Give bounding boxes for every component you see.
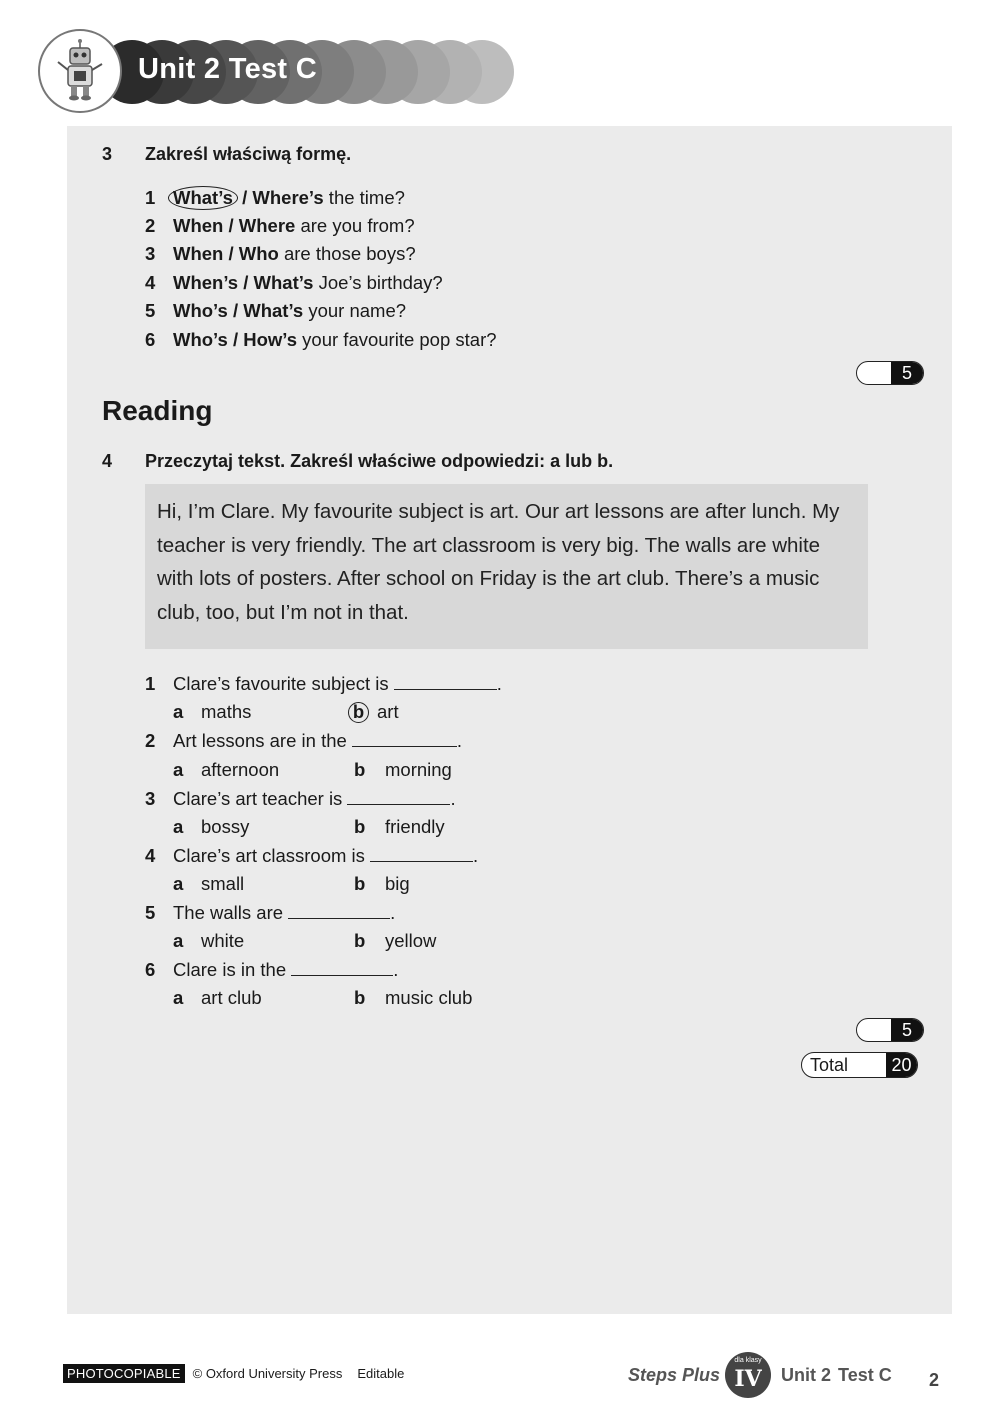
circled-answer[interactable]: What’s <box>168 186 238 210</box>
option-letter: a <box>173 930 184 951</box>
question-end: . <box>473 845 479 866</box>
question-end: . <box>450 788 456 809</box>
option-text: music club <box>385 987 473 1008</box>
question <box>145 730 462 752</box>
grammar-item <box>145 215 415 237</box>
exercise-3-header <box>102 144 351 165</box>
option-word[interactable]: Where <box>238 215 296 236</box>
brand-name: Steps Plus <box>628 1364 721 1385</box>
question-text: Clare’s art classroom is <box>173 845 365 866</box>
answer-blank[interactable] <box>347 788 450 805</box>
option-word[interactable]: When <box>173 215 224 236</box>
option-letter: b <box>354 930 366 951</box>
option-text: art club <box>201 987 262 1008</box>
answer-blank[interactable] <box>394 673 497 690</box>
option-letter: b <box>354 987 366 1008</box>
question-number: 5 <box>145 902 156 923</box>
grade-badge <box>725 1352 771 1398</box>
badge-caption: dla klasy <box>734 1357 762 1364</box>
footer-test-label: Test C <box>838 1364 892 1385</box>
option-text: afternoon <box>201 759 280 780</box>
option-b[interactable] <box>354 873 410 895</box>
question-end: . <box>456 730 463 751</box>
question <box>145 959 398 981</box>
grammar-item <box>145 186 405 210</box>
answer-blank[interactable] <box>288 902 390 919</box>
exercise-number: 3 <box>102 144 113 164</box>
copyright: © Oxford University Press <box>192 1366 343 1381</box>
item-number: 4 <box>145 272 156 293</box>
question <box>145 788 456 810</box>
section-title: Reading <box>102 395 213 426</box>
option-text: yellow <box>385 930 437 951</box>
question <box>145 845 478 867</box>
option-a[interactable] <box>173 987 262 1009</box>
robot-logo <box>38 29 122 113</box>
grammar-item <box>145 243 416 265</box>
item-text: your favourite pop star? <box>297 329 497 350</box>
question-number: 2 <box>145 730 156 751</box>
robot-icon <box>50 38 110 104</box>
question-number: 4 <box>145 845 156 866</box>
option-word[interactable]: Who’s <box>173 329 228 350</box>
option-b[interactable] <box>354 930 436 952</box>
footer-right <box>628 1352 892 1398</box>
item-text: the time? <box>323 187 405 208</box>
option-letter: a <box>173 701 184 722</box>
separator: / <box>227 300 244 321</box>
question-end: . <box>393 959 399 980</box>
option-text: big <box>385 873 410 894</box>
option-a[interactable] <box>173 759 279 781</box>
option-text: friendly <box>385 816 445 837</box>
page-title: Unit 2 Test C <box>138 53 317 85</box>
option-text: maths <box>201 701 252 722</box>
separator: / <box>223 243 239 264</box>
option-b[interactable] <box>354 759 452 781</box>
option-a[interactable] <box>173 701 251 723</box>
option-letter: a <box>173 987 184 1008</box>
grammar-item <box>145 272 443 294</box>
separator: / <box>223 215 239 236</box>
answer-blank[interactable] <box>370 845 473 862</box>
option-b[interactable] <box>354 987 472 1009</box>
item-number: 3 <box>145 243 156 264</box>
option-letter: b <box>354 873 366 894</box>
total-value: 20 <box>886 1053 917 1077</box>
question-end: . <box>496 673 502 694</box>
option-word[interactable]: When’s <box>173 272 239 293</box>
question-text: Clare’s favourite subject is <box>173 673 389 694</box>
question <box>145 902 395 924</box>
option-letter: b <box>354 759 366 780</box>
item-text: are those boys? <box>278 243 416 264</box>
option-b[interactable] <box>354 701 399 723</box>
separator: / <box>227 329 244 350</box>
answer-blank[interactable] <box>291 959 393 976</box>
separator: / <box>236 187 253 208</box>
item-text: your name? <box>303 300 407 321</box>
question-number: 6 <box>145 959 156 980</box>
score-value: 5 <box>891 362 923 384</box>
question-number: 3 <box>145 788 156 809</box>
option-text: art <box>377 701 399 722</box>
photocopiable-label: PHOTOCOPIABLE <box>63 1364 185 1383</box>
total-score-box <box>801 1052 918 1078</box>
option-word[interactable]: Who’s <box>173 300 228 321</box>
item-text: are you from? <box>295 215 415 236</box>
page-number: 2 <box>929 1370 940 1390</box>
answer-blank[interactable] <box>352 730 457 747</box>
item-number: 1 <box>145 187 156 208</box>
unit-header <box>38 28 518 118</box>
option-word[interactable]: Where’s <box>252 187 324 208</box>
option-word[interactable]: When <box>173 243 224 264</box>
option-text: white <box>201 930 245 951</box>
badge-roman: IV <box>734 1366 762 1392</box>
question-text: The walls are <box>173 902 284 923</box>
item-text: Joe’s birthday? <box>313 272 443 293</box>
question-end: . <box>390 902 396 923</box>
option-word[interactable]: Who <box>238 243 279 264</box>
score-box <box>856 361 924 385</box>
question <box>145 673 502 695</box>
editable-label: Editable <box>357 1366 405 1381</box>
item-number: 5 <box>145 300 156 321</box>
option-word[interactable]: How’s <box>243 329 298 350</box>
grammar-item <box>145 329 497 351</box>
exercise-4-header <box>102 451 613 472</box>
grammar-item <box>145 300 406 322</box>
option-word[interactable]: What’s <box>253 272 314 293</box>
exercise-instruction: Przeczytaj tekst. Zakreśl właściwe odpowiedzi: a lub b. <box>145 451 614 471</box>
option-letter: a <box>173 873 184 894</box>
item-number: 2 <box>145 215 156 236</box>
option-a[interactable] <box>173 816 249 838</box>
option-letter: a <box>173 816 184 837</box>
option-a[interactable] <box>173 873 244 895</box>
total-label: Total <box>810 1055 849 1075</box>
reading-text: Hi, I’m Clare. My favourite subject is art. Our art lessons are after lunch. My teacher is very friendly. The art classroom is very big. The walls are white with lots of posters. After school on Friday is the art club. There’s a music club, too, but I’m not in that. <box>145 484 868 649</box>
question-text: Art lessons are in the <box>173 730 347 751</box>
score-box <box>856 1018 924 1042</box>
option-letter: a <box>173 759 184 780</box>
footer-unit-label: Unit 2 <box>781 1364 832 1385</box>
option-a[interactable] <box>173 930 244 952</box>
option-b[interactable] <box>354 816 445 838</box>
question-text: Clare is in the <box>173 959 287 980</box>
footer-left <box>63 1364 404 1383</box>
option-word[interactable]: What’s <box>243 300 304 321</box>
separator: / <box>238 272 254 293</box>
item-number: 6 <box>145 329 156 350</box>
question-text: Clare’s art teacher is <box>173 788 343 809</box>
option-letter: b <box>354 816 366 837</box>
exercise-instruction: Zakreśl właściwą formę. <box>145 144 352 164</box>
footer-unit <box>781 1365 892 1386</box>
option-text: small <box>201 873 245 894</box>
option-text: bossy <box>201 816 250 837</box>
circled-answer: b <box>348 702 369 723</box>
score-value: 5 <box>891 1019 923 1041</box>
question-number: 1 <box>145 673 156 694</box>
exercise-number: 4 <box>102 451 113 471</box>
option-text: morning <box>385 759 452 780</box>
